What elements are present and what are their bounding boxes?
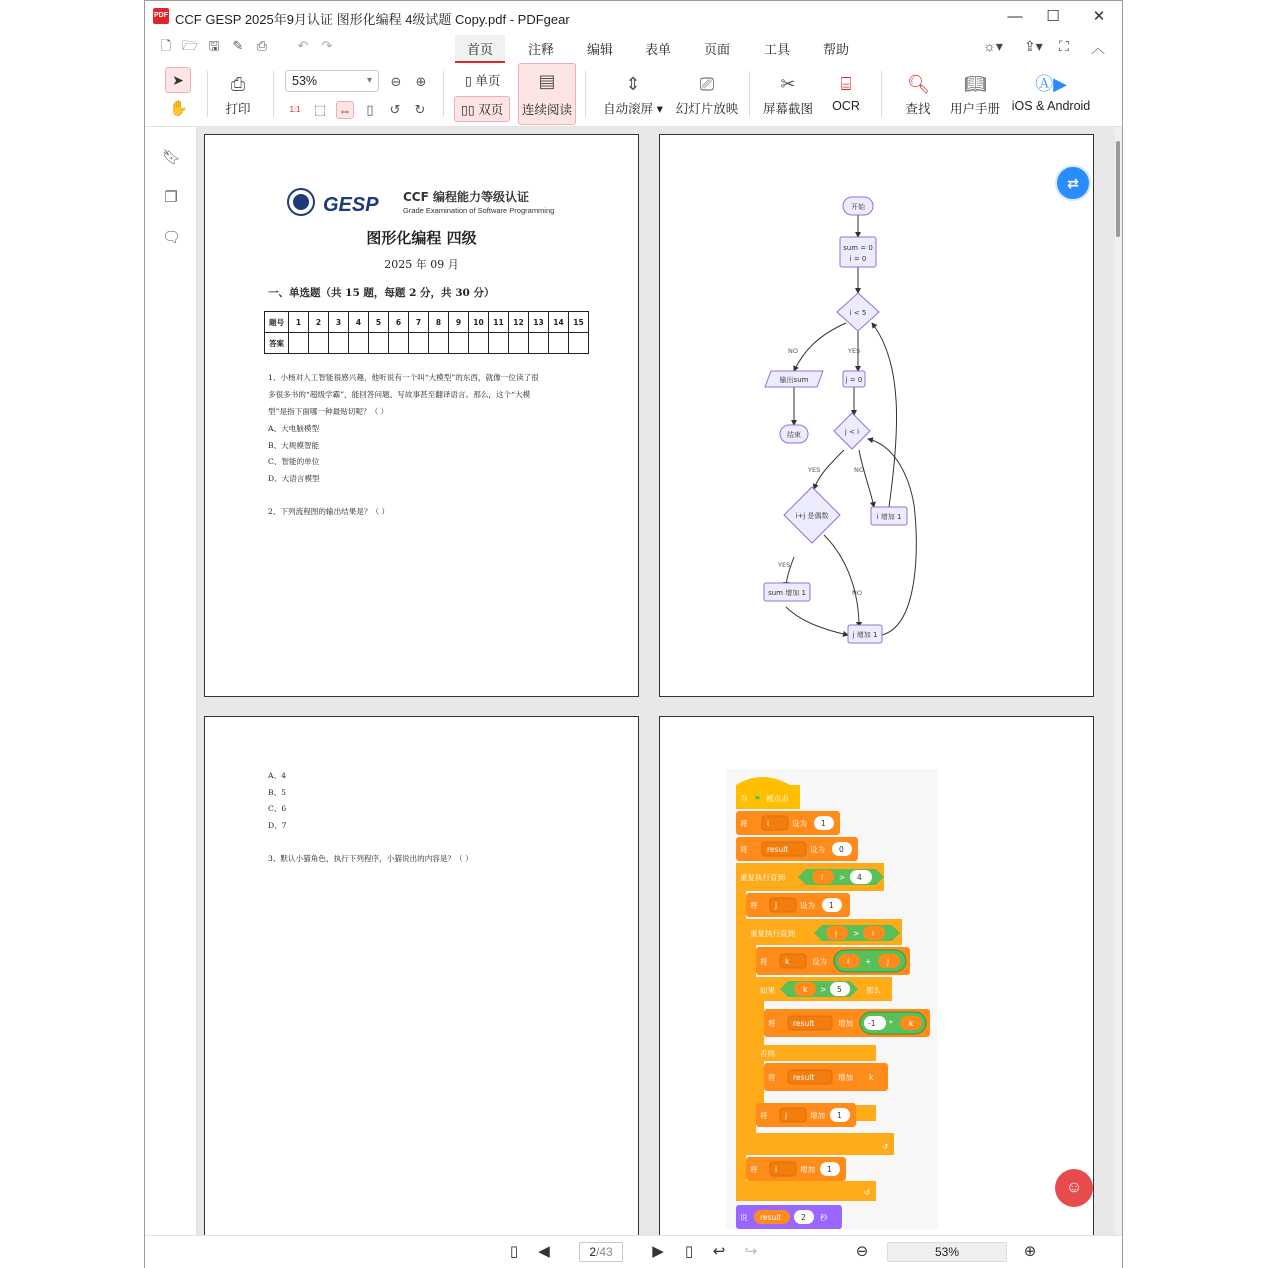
variable-name: i — [821, 873, 824, 882]
value-text: 0 — [839, 845, 844, 854]
question-text: 3、默认小猫角色，执行下列程序，小猫说出的内容是？（ ） — [268, 854, 473, 863]
value-text: 1 — [821, 819, 826, 828]
variable-name: k — [785, 957, 790, 966]
value-text: -1 — [868, 1019, 876, 1028]
node-label: sum 增加 1 — [768, 589, 806, 597]
auto-scroll-label: 自动滚屏 — [603, 102, 654, 116]
minimize-button[interactable]: — — [1007, 8, 1023, 25]
divider — [585, 71, 586, 117]
edge-label: YES — [848, 347, 861, 355]
pdf-page-1 — [204, 134, 639, 697]
block-label: 增加 — [810, 1111, 825, 1120]
table-cell — [469, 333, 489, 354]
close-button[interactable]: ✕ — [1092, 8, 1106, 25]
slideshow-button[interactable] — [675, 73, 739, 117]
table-cell: 12 — [509, 312, 529, 333]
exam-title: 图形化编程 四级 — [366, 229, 477, 247]
find-button[interactable] — [900, 73, 936, 117]
value-text: 1 — [827, 1165, 832, 1174]
table-cell — [289, 333, 309, 354]
table-cell: 8 — [429, 312, 449, 333]
gesp-logo-icon — [285, 187, 565, 217]
mobile-label: iOS & Android — [1011, 99, 1091, 113]
current-page: 2 — [589, 1245, 596, 1259]
operator-symbol: > — [853, 929, 860, 938]
table-cell — [369, 333, 389, 354]
table-cell: 5 — [369, 312, 389, 333]
scratch-program — [726, 769, 938, 1229]
node-label: 结束 — [787, 431, 801, 439]
block-label: 增加 — [800, 1165, 815, 1174]
app-window — [144, 0, 1123, 1268]
rotate-left-icon[interactable]: ↺ — [389, 102, 401, 117]
continuous-icon: ▤ — [538, 71, 556, 91]
block-label: 如果 — [760, 986, 775, 995]
block-label: 设为 — [792, 819, 807, 828]
value-text: 2 — [801, 1213, 806, 1222]
block-label: 那么 — [866, 986, 881, 995]
zoom-in-icon[interactable]: ⊕ — [415, 74, 427, 89]
option-text: A、大电脑模型 — [268, 424, 320, 433]
ribbon-toolbar — [145, 61, 1122, 127]
find-label: 查找 — [905, 102, 931, 116]
variable-name: result — [793, 1019, 815, 1028]
pdfgear-logo-icon: PDF — [153, 8, 169, 24]
block-label: 将 — [750, 901, 758, 910]
zoom-level-field[interactable]: 53% — [887, 1242, 1007, 1262]
chevron-down-icon: ▾ — [366, 75, 372, 86]
print-button[interactable] — [223, 73, 253, 117]
loop-arrow-icon: ↺ — [882, 1142, 889, 1151]
option-text: D、7 — [268, 821, 287, 830]
actual-size-icon[interactable]: 1:1 — [289, 105, 301, 114]
fit-page-icon[interactable]: ⬚ — [313, 102, 327, 117]
block-label: 将 — [750, 1165, 758, 1174]
next-page-icon[interactable]: ▶ — [652, 1243, 664, 1260]
table-cell — [449, 333, 469, 354]
block-label: 设为 — [800, 901, 815, 910]
variable-name: j — [887, 957, 890, 966]
status-bar — [145, 1235, 1122, 1268]
question-text: 1、小杨对人工智能很感兴趣，他听说有一个叫“大模型”的东西，就像一位读了很 — [268, 373, 539, 382]
section-title: 一、单选题（共 15 题，每题 2 分，共 30 分） — [268, 287, 495, 299]
table-cell: 14 — [549, 312, 569, 333]
table-cell: 7 — [409, 312, 429, 333]
variable-name: i — [872, 929, 875, 938]
svg-text:CCF 编程能力等级认证: CCF 编程能力等级认证 — [403, 190, 529, 204]
left-sidebar — [145, 127, 197, 1235]
table-cell — [329, 333, 349, 354]
pdf-page-2 — [659, 134, 1094, 697]
question-text: 多很多书的“超级学霸”，能回答问题、写故事甚至翻译语言。那么，这个“大模 — [268, 390, 531, 399]
variable-name: j — [785, 1111, 788, 1120]
table-cell — [309, 333, 329, 354]
block-label: 秒 — [820, 1213, 828, 1222]
block-label: 将 — [740, 845, 748, 854]
zoom-out-icon[interactable]: ⊖ — [390, 74, 402, 89]
loop-arrow-icon: ↺ — [864, 1188, 871, 1197]
variable-name: k — [909, 1019, 914, 1028]
ocr-icon: ⌸ — [840, 74, 852, 94]
continuous-read-button[interactable] — [518, 63, 576, 125]
table-cell: 9 — [449, 312, 469, 333]
table-cell: 11 — [489, 312, 509, 333]
screenshot-button[interactable] — [760, 73, 816, 117]
zoom-out-icon[interactable]: ⊖ — [855, 1243, 869, 1260]
double-page-button[interactable] — [454, 96, 510, 122]
table-cell — [349, 333, 369, 354]
table-cell — [569, 333, 589, 354]
table-cell: 答案 — [265, 333, 289, 354]
svg-text:Grade Examination of Software: Grade Examination of Software Programming — [403, 206, 555, 215]
book-icon: 📖︎ — [964, 74, 987, 94]
ocr-button[interactable] — [828, 73, 864, 113]
pdf-page-4 — [659, 716, 1094, 1235]
edge-label: NO — [852, 589, 862, 597]
maximize-button[interactable]: ☐ — [1046, 8, 1060, 25]
forward-view-icon[interactable]: ↪ — [744, 1243, 758, 1260]
table-cell: 13 — [529, 312, 549, 333]
option-text: B、5 — [268, 788, 287, 797]
save-as-icon[interactable]: ✎ — [232, 38, 244, 53]
operator-symbol: > — [839, 873, 846, 882]
variable-name: result — [767, 845, 789, 854]
block-label: 增加 — [838, 1073, 853, 1082]
last-page-icon[interactable]: ▯ — [684, 1243, 694, 1260]
scissors-icon: ✂ — [780, 74, 796, 94]
rotate-right-icon[interactable]: ↻ — [414, 102, 426, 117]
block-label: 增加 — [838, 1019, 853, 1028]
edge-label: YES — [808, 466, 821, 474]
auto-scroll-icon: ⇕ — [625, 74, 641, 94]
mobile-apps-button[interactable] — [1007, 73, 1095, 113]
divider — [749, 71, 750, 117]
block-label: 将 — [740, 819, 748, 828]
printer-icon: ⎙ — [230, 74, 246, 94]
theme-icon[interactable]: ☼▾ — [983, 38, 1003, 54]
bookmark-icon[interactable]: 🔖︎ — [162, 149, 182, 166]
robot-icon: ☺ — [1065, 1179, 1083, 1196]
fit-width-icon[interactable]: ⇔ — [336, 101, 354, 119]
table-cell — [409, 333, 429, 354]
block-label: 将 — [768, 1019, 776, 1028]
variable-name: i — [847, 957, 850, 966]
table-row — [265, 333, 589, 354]
block-label: 设为 — [810, 845, 825, 854]
manual-label: 用户手册 — [949, 102, 1000, 116]
divider — [881, 71, 882, 117]
option-text: D、大语言模型 — [268, 474, 320, 483]
fullscreen-icon[interactable]: ⛶ — [1059, 38, 1069, 54]
question-text: 2、下列流程图的输出结果是？（ ） — [268, 507, 390, 516]
title-bar — [145, 1, 1122, 33]
node-label: i 增加 1 — [876, 513, 902, 521]
zoom-select[interactable] — [285, 70, 379, 92]
print-label: 打印 — [225, 102, 251, 116]
tab-help[interactable]: 帮助 — [823, 42, 850, 57]
divider — [443, 71, 444, 117]
table-cell — [529, 333, 549, 354]
edge-label: YES — [778, 561, 791, 569]
scrollbar-thumb[interactable] — [1116, 141, 1120, 237]
manual-button[interactable] — [948, 73, 1002, 117]
tab-tools[interactable]: 工具 — [764, 42, 791, 57]
zoom-in-icon[interactable]: ⊕ — [1023, 1243, 1037, 1260]
exam-date: 2025 年 09 月 — [384, 258, 459, 271]
ai-assistant-button[interactable] — [1055, 1169, 1093, 1207]
table-cell — [509, 333, 529, 354]
table-cell: 15 — [569, 312, 589, 333]
redo-icon[interactable]: ↷ — [321, 38, 333, 53]
flowchart — [724, 185, 984, 645]
continuous-label: 连续阅读 — [521, 103, 572, 117]
table-row — [265, 312, 589, 333]
variable-dropdown — [770, 1162, 796, 1176]
divider — [273, 71, 274, 117]
tab-home[interactable]: 首页 — [455, 35, 505, 63]
value-text: 5 — [837, 985, 842, 994]
projector-icon: ⎚ — [699, 74, 715, 94]
answer-table — [264, 311, 589, 354]
auto-scroll-button[interactable]: ⇕ 自动滚屏 ▾ — [603, 74, 663, 116]
table-cell — [549, 333, 569, 354]
option-text: A、4 — [268, 771, 286, 780]
table-cell: 6 — [389, 312, 409, 333]
convert-word-button[interactable] — [1055, 165, 1091, 201]
variable-dropdown — [780, 954, 806, 968]
variable-name: result — [793, 1073, 815, 1082]
block-label: 重复执行直到 — [740, 873, 785, 882]
value-text: 1 — [829, 901, 834, 910]
variable-name: k — [869, 1073, 874, 1082]
option-text: C、智能的单位 — [268, 457, 320, 466]
table-cell: 4 — [349, 312, 369, 333]
block-label: 重复执行直到 — [750, 929, 795, 938]
variable-name: j — [835, 929, 838, 938]
page-number-input[interactable] — [579, 1242, 623, 1262]
flow-nodes — [764, 197, 907, 643]
node-label: 开始 — [851, 203, 865, 211]
single-page-icon: ▯ — [465, 74, 476, 88]
node-label: j 增加 1 — [852, 631, 878, 639]
table-cell — [429, 333, 449, 354]
svg-text:GESP: GESP — [323, 194, 379, 216]
vertical-scrollbar[interactable] — [1115, 127, 1122, 1235]
comments-icon[interactable]: 🗨︎ — [162, 229, 182, 246]
variable-dropdown — [780, 1108, 806, 1122]
table-cell: 题号 — [265, 312, 289, 333]
block-label: 将 — [760, 957, 768, 966]
double-page-label: 双页 — [478, 103, 504, 117]
node-label: j < i — [844, 428, 860, 436]
zoom-value: 53% — [292, 74, 318, 88]
block-label: 设为 — [812, 957, 827, 966]
tab-forms[interactable]: 表单 — [645, 42, 672, 57]
block-label: 否则 — [760, 1049, 775, 1058]
question-text: 型”是指下面哪一种最贴切呢？（ ） — [268, 407, 389, 416]
variable-name: i — [775, 1165, 778, 1174]
value-text: 4 — [857, 873, 862, 882]
variable-dropdown — [770, 898, 796, 912]
option-text: B、大规模智能 — [268, 441, 320, 450]
document-viewer[interactable] — [197, 127, 1122, 1235]
new-file-icon[interactable]: 🗋 — [160, 38, 172, 53]
variable-name: j — [775, 901, 778, 910]
table-cell — [489, 333, 509, 354]
open-file-icon[interactable]: 🗁 — [182, 38, 199, 53]
table-cell: 10 — [469, 312, 489, 333]
edge-label: NO — [854, 466, 864, 474]
divider — [207, 71, 208, 117]
app-store-icon: Ⓐ▶ — [1035, 74, 1067, 94]
total-pages: /43 — [596, 1245, 613, 1259]
operator-symbol: * — [889, 1019, 893, 1028]
screenshot-label: 屏幕截图 — [762, 102, 813, 116]
variable-name: result — [760, 1213, 782, 1222]
undo-icon[interactable]: ↶ — [297, 38, 309, 53]
variable-dropdown — [762, 816, 788, 830]
tab-pages[interactable]: 页面 — [704, 42, 731, 57]
slideshow-label: 幻灯片放映 — [675, 102, 739, 116]
hand-tool-icon[interactable]: ✋ — [169, 100, 188, 117]
single-page-button[interactable] — [461, 69, 504, 91]
block-label: 当 — [740, 794, 748, 803]
tab-annotate[interactable]: 注释 — [528, 42, 555, 57]
print-quick-icon[interactable]: ⎙ — [256, 38, 268, 53]
table-cell — [389, 333, 409, 354]
node-label: i = 0 — [849, 255, 867, 263]
double-page-icon: ▯▯ — [461, 103, 479, 117]
node-label: i+j 是偶数 — [795, 512, 829, 520]
ocr-label: OCR — [832, 99, 860, 113]
variable-name: k — [803, 985, 808, 994]
green-flag-icon: ⚑ — [754, 794, 761, 803]
single-page-label: 单页 — [475, 74, 501, 88]
table-cell: 1 — [289, 312, 309, 333]
pdf-page-3 — [204, 716, 639, 1235]
operator-symbol: + — [865, 957, 872, 966]
select-tool-icon[interactable]: ➤ — [165, 67, 191, 93]
menu-bar — [145, 33, 1122, 61]
variable-name: i — [767, 819, 770, 828]
fit-height-icon[interactable]: ▯ — [366, 102, 374, 117]
block-label: 将 — [768, 1073, 776, 1082]
block-label: 将 — [760, 1111, 768, 1120]
node-label: 输出sum — [779, 376, 809, 384]
value-text: 1 — [837, 1111, 842, 1120]
window-title: CCF GESP 2025年9月认证 图形化编程 4级试题 Copy.pdf - PDFgear — [175, 12, 570, 27]
edge-label: NO — [788, 347, 798, 355]
save-icon[interactable]: 🖫 — [208, 38, 220, 53]
tab-edit[interactable]: 编辑 — [587, 42, 614, 57]
thumbnails-icon[interactable]: ❐ — [164, 189, 178, 206]
share-icon[interactable]: ⇪▾ — [1024, 38, 1043, 54]
option-text: C、6 — [268, 804, 287, 813]
block-label: 说 — [740, 1213, 748, 1222]
node-label: sum = 0 — [843, 244, 873, 252]
table-cell: 3 — [329, 312, 349, 333]
node-label: i < 5 — [849, 309, 867, 317]
convert-icon: ⇄ — [1067, 175, 1079, 191]
back-view-icon[interactable]: ↩ — [712, 1243, 726, 1260]
prev-page-icon[interactable]: ◀ — [538, 1243, 550, 1260]
search-icon: 🔍︎ — [907, 74, 930, 94]
block-label: 被点击 — [766, 794, 789, 803]
collapse-ribbon-icon[interactable]: ︿ — [1091, 40, 1105, 56]
operator-symbol: > — [820, 985, 827, 994]
first-page-icon[interactable]: ▯ — [509, 1243, 519, 1260]
node-label: j = 0 — [845, 376, 863, 384]
table-cell: 2 — [309, 312, 329, 333]
